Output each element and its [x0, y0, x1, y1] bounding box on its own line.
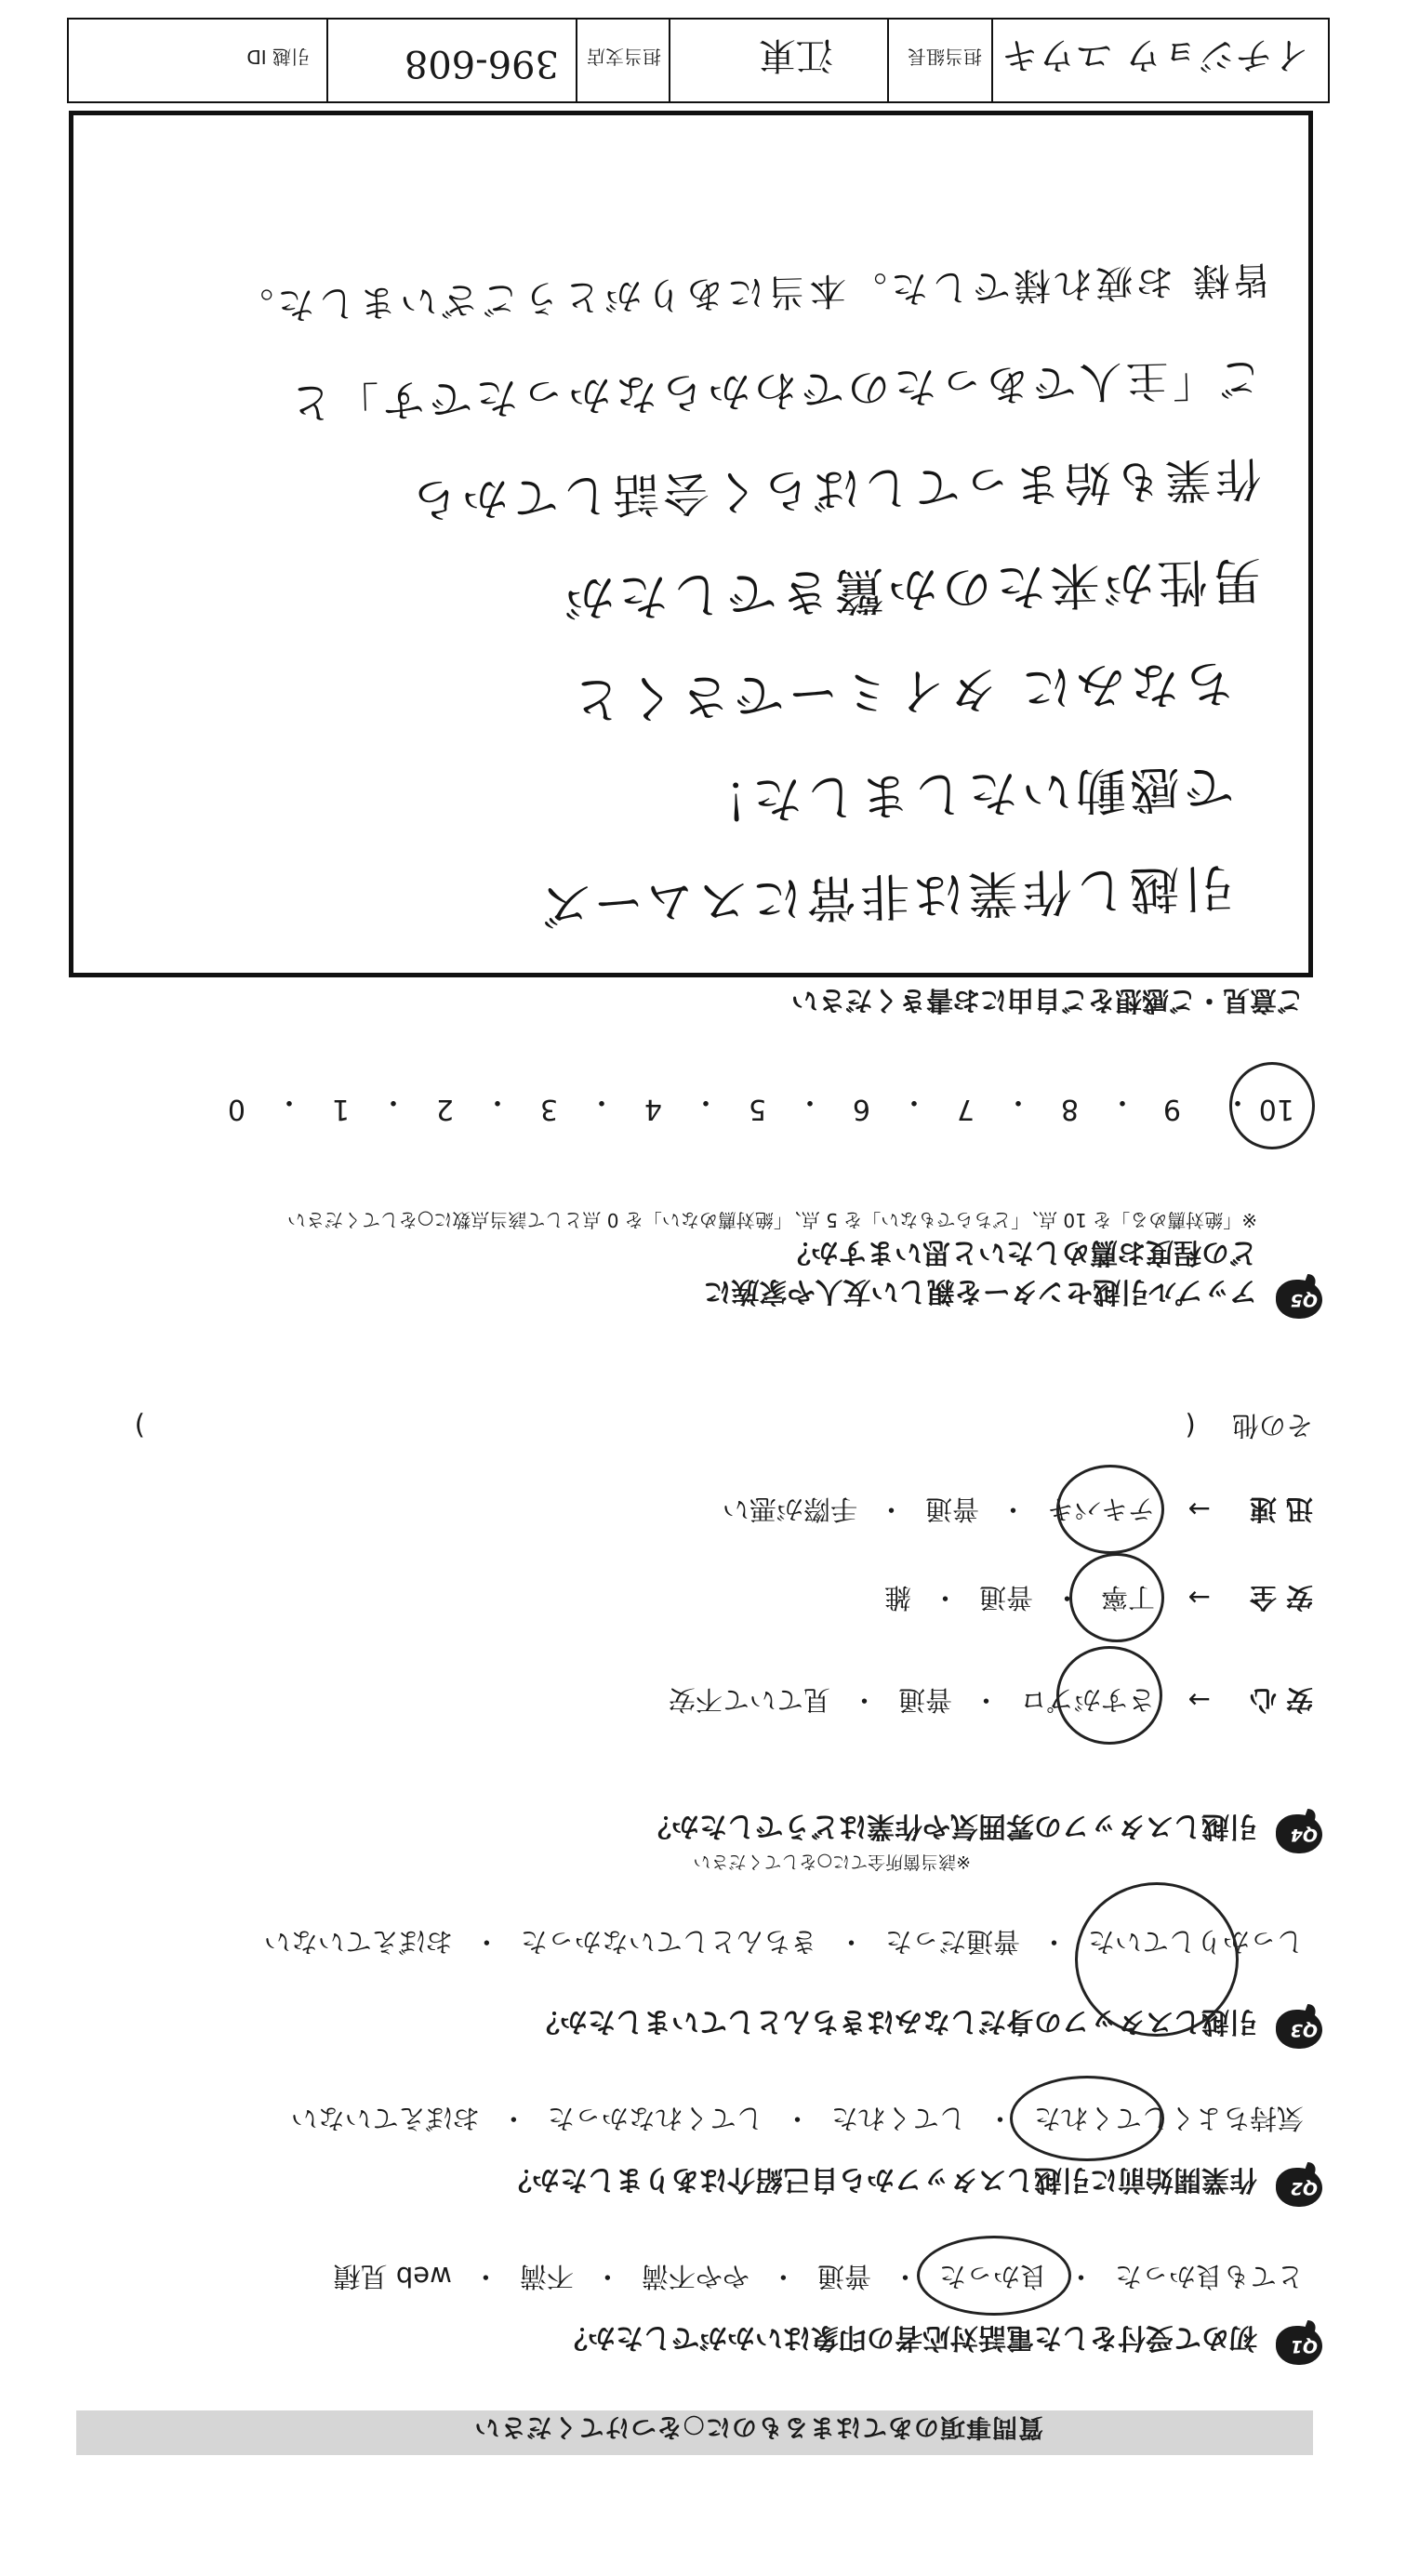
question-text: 作業開始前に引越しスタッフから自己紹介はありましたか？: [504, 2163, 1257, 2196]
scale-value[interactable]: 5: [748, 1093, 766, 1125]
option[interactable]: おぼえていない: [263, 1926, 453, 1958]
id-value: 396-608: [404, 42, 559, 85]
scale-value-selected[interactable]: 10: [1258, 1093, 1294, 1125]
option-selected[interactable]: 良かった: [939, 2259, 1047, 2297]
staff-name-cell: [991, 20, 1328, 101]
option-selected[interactable]: 気持ちよくしてくれた: [1034, 2101, 1304, 2139]
question-text: 引越しスタッフの身だしなみはきちんとしていましたか？: [532, 2005, 1257, 2038]
selection-circle: [1056, 1465, 1164, 1554]
question-text: アップル引越センターを親しい友人や家族に: [703, 1275, 1257, 1308]
instruction-text: 質問事項のあてはまるものに○をつけてください: [473, 2412, 1043, 2441]
comments-label: ご意見・ご感想をご自由にお書きください: [790, 985, 1304, 1016]
q4-row-anshin: 安心→さすがプロ ・普通・見ていて不安: [669, 1682, 1313, 1720]
handwritten-line: ご「主人であったのでわからなかったです」と: [285, 352, 1263, 429]
q1-badge: Q1: [1272, 2318, 1324, 2367]
option[interactable]: 普通: [924, 1494, 979, 1525]
question-note: ※「絶対薦める」を 10 点、「どちらでもない」を 5 点、「絶対薦めない」を 0 点として該当点数に○をしてください: [286, 1209, 1257, 1231]
scale-value[interactable]: 8: [1060, 1093, 1079, 1125]
option[interactable]: 雑: [883, 1582, 911, 1613]
option[interactable]: おぼえていない: [290, 2103, 480, 2134]
staff-table: [67, 18, 1330, 103]
selection-circle: [1056, 1646, 1162, 1745]
option[interactable]: 普通だった: [884, 1926, 1020, 1958]
option[interactable]: きちんとしていなかった: [520, 1926, 817, 1958]
id-cell: [326, 20, 577, 101]
id-label-cell: 引越 ID: [246, 46, 310, 68]
q5-badge: Q5: [1272, 1272, 1324, 1321]
option[interactable]: してくれた: [830, 2103, 966, 2134]
option[interactable]: 普通: [897, 1684, 952, 1716]
row-label: 安心: [1240, 1684, 1313, 1716]
option[interactable]: やや不満: [641, 2261, 749, 2292]
option[interactable]: web 見積: [333, 2261, 452, 2292]
option-selected[interactable]: 丁寧: [1101, 1580, 1155, 1618]
q4-row-anzen: 安全→丁寧 ・普通・雑: [884, 1580, 1313, 1618]
scale-value[interactable]: 6: [852, 1093, 870, 1125]
option-selected[interactable]: テキパキ: [1047, 1492, 1155, 1530]
q4-badge: Q4: [1272, 1807, 1324, 1855]
handwritten-line: 皆様 お疲れ様でした。本当にありがとうございました。: [232, 257, 1272, 327]
branch-label-cell: 担当支店: [576, 20, 670, 101]
scale-value[interactable]: 9: [1162, 1093, 1181, 1125]
handwritten-line: 作業も始まってしばらく会話してから: [407, 450, 1263, 528]
staff-label-cell: 担当組長: [887, 20, 993, 101]
q2-options: 気持ちよくしてくれた ・してくれた・してくれなかった・おぼえていない: [291, 2101, 1304, 2139]
option-selected[interactable]: さすがプロ: [1020, 1682, 1155, 1720]
option[interactable]: 見ていて不安: [668, 1684, 830, 1716]
question-text-line2: どの程度お薦めしたいと思いますか？: [783, 1236, 1257, 1268]
selection-circle: [917, 2236, 1071, 2316]
option[interactable]: 不満: [519, 2261, 574, 2292]
scale-value[interactable]: 4: [643, 1093, 662, 1125]
option-selected[interactable]: しっかりしていた: [1088, 1924, 1304, 1962]
scale-value[interactable]: 0: [227, 1093, 245, 1125]
selection-circle: [1069, 1553, 1164, 1642]
q3-badge: Q3: [1272, 2002, 1324, 2051]
question-text: 初めて受付をした電話対応者の印象はいかがでしたか？: [560, 2321, 1257, 2354]
option[interactable]: してくれなかった: [547, 2103, 763, 2134]
question-text: 引越しスタッフの雰囲気や作業はどうでしたか？: [643, 1810, 1257, 1842]
q4-row-jinsoku: 迅速→テキパキ ・普通・手際が悪い: [723, 1492, 1313, 1530]
option[interactable]: 手際が悪い: [722, 1494, 857, 1525]
selection-circle: [1075, 1882, 1239, 2037]
row-label: 迅速: [1240, 1494, 1313, 1525]
q2-badge: Q2: [1272, 2160, 1324, 2209]
handwritten-line: ちなみに タイミーでさくと: [567, 653, 1235, 730]
selection-circle: [1010, 2076, 1164, 2161]
row-label: 安全: [1240, 1582, 1313, 1613]
handwritten-line: で感動いたしました！: [694, 757, 1235, 830]
q1-options: とても良かった・良かった ・普通・やや不満・不満・web 見積: [334, 2259, 1304, 2297]
comments-box[interactable]: [69, 111, 1313, 977]
option[interactable]: とても良かった: [1114, 2261, 1304, 2292]
staff-name-value: イチジョウ ユウキ: [1001, 33, 1309, 76]
branch-value: 江東: [759, 33, 833, 76]
option[interactable]: 普通: [816, 2261, 871, 2292]
option[interactable]: 普通: [978, 1582, 1033, 1613]
scale-value[interactable]: 2: [435, 1093, 454, 1125]
handwritten-line: 引越し作業は非常にスムーズ: [537, 857, 1235, 935]
scale-value[interactable]: 3: [539, 1093, 558, 1125]
rating-scale: 10 ・ 9 ・ 8 ・ 7 ・ 6 ・ 5 ・ 4 ・ 3 ・ 2 ・ 1 ・ 0: [104, 1069, 1294, 1125]
instruction-header: [76, 2410, 1313, 2455]
q3-options: しっかりしていた ・普通だった・きちんとしていなかった・おぼえていない: [264, 1924, 1304, 1962]
q4-row-other: その他 ( ): [134, 1410, 1313, 1441]
question-note: ※該当箇所全てに○をしてください: [693, 1852, 971, 1872]
other-label: その他: [1231, 1410, 1313, 1441]
handwritten-line: 男性が来たのか驚きでしたが: [560, 551, 1263, 628]
branch-cell: [669, 20, 889, 101]
scale-value[interactable]: 7: [956, 1093, 975, 1125]
scale-value[interactable]: 1: [331, 1093, 350, 1125]
